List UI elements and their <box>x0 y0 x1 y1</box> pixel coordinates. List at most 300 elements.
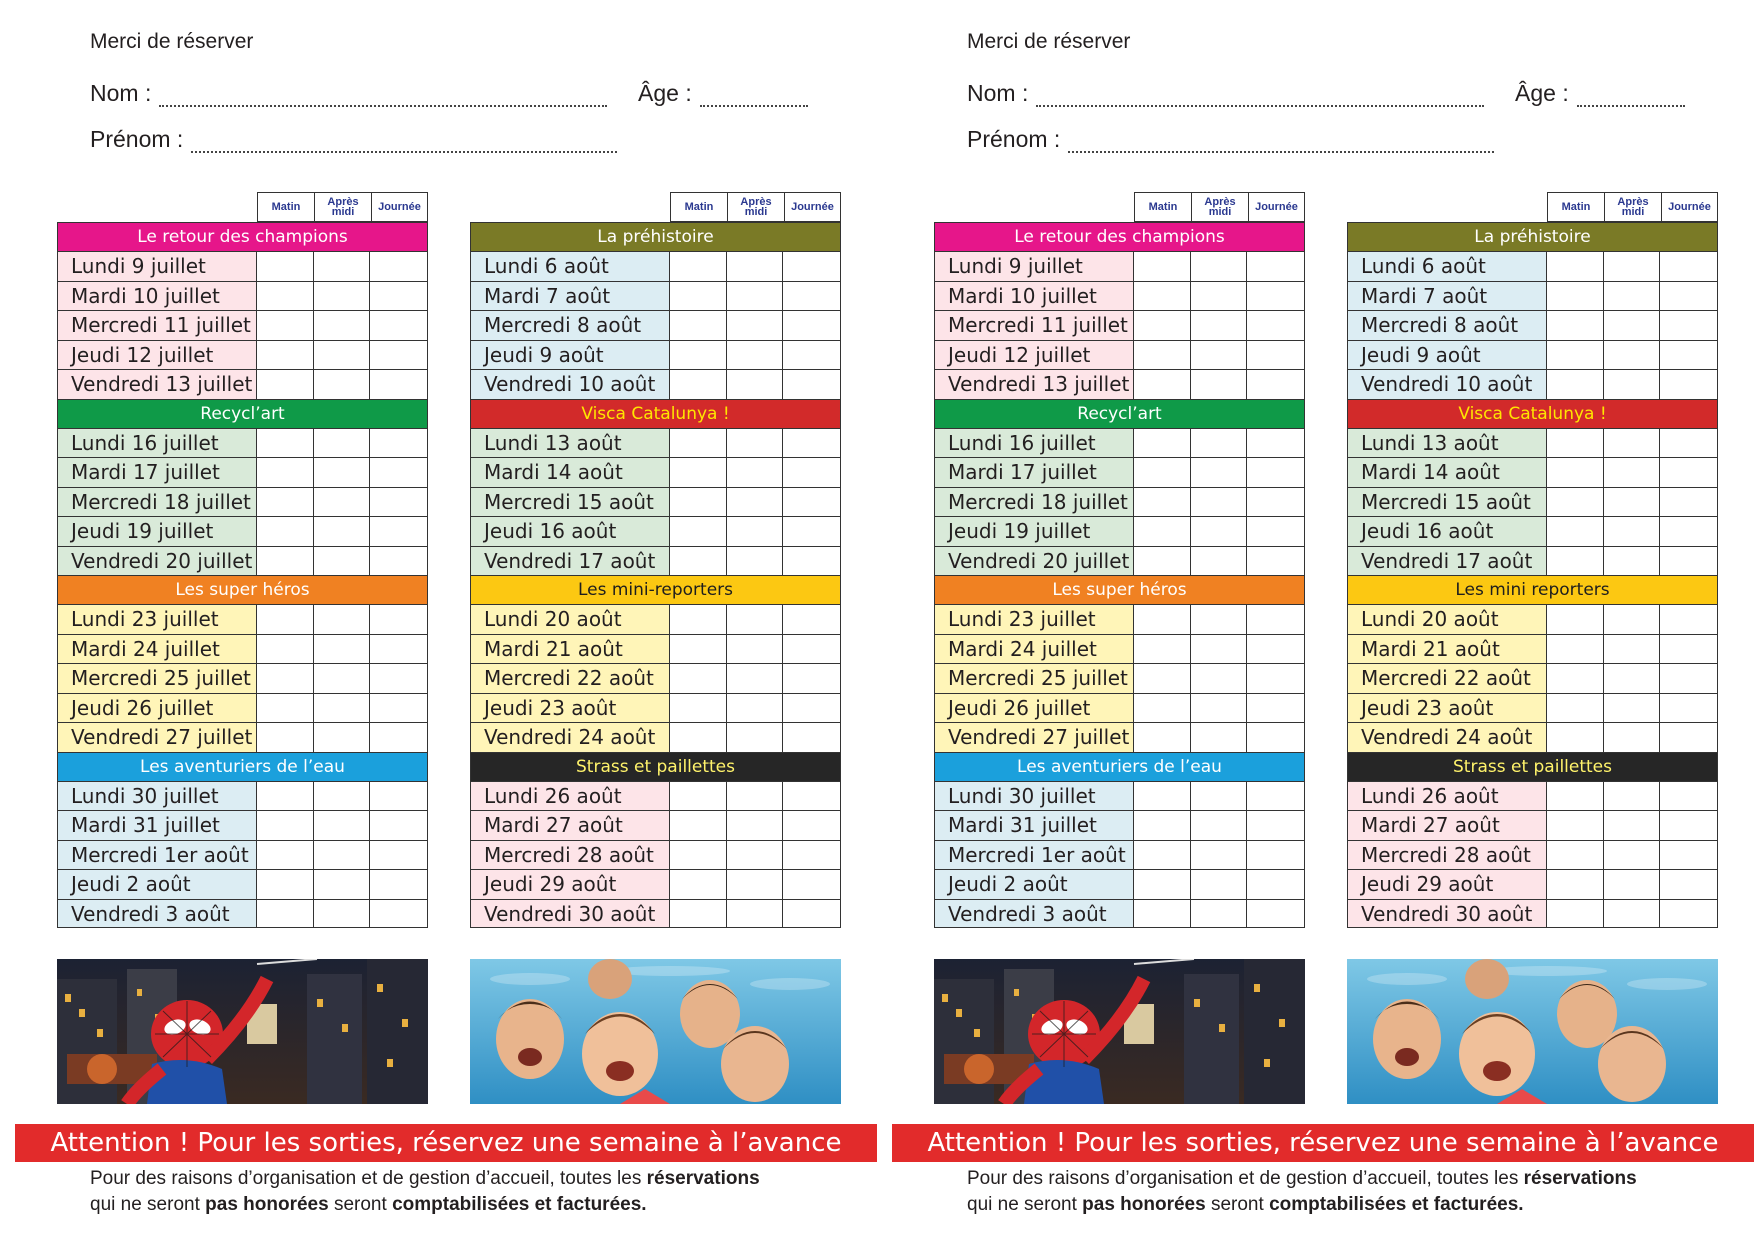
slot-checkbox-apres-midi[interactable] <box>314 870 371 899</box>
slot-checkbox-journee[interactable] <box>1247 900 1304 928</box>
slot-checkbox-apres-midi[interactable] <box>727 547 784 576</box>
slot-checkbox-journee[interactable] <box>783 723 840 752</box>
day-label: Jeudi 23 août <box>1348 694 1547 723</box>
slot-checkbox-journee[interactable] <box>783 429 840 458</box>
slot-checkbox-matin[interactable] <box>257 370 314 399</box>
week-title: Les aventuriers de l’eau <box>934 752 1305 781</box>
day-row <box>470 369 841 399</box>
slot-checkbox-journee[interactable] <box>1247 635 1304 664</box>
slot-checkbox-journee[interactable] <box>783 664 840 693</box>
slot-checkbox-matin[interactable] <box>1134 517 1191 546</box>
age-field[interactable] <box>1577 87 1685 107</box>
age-field[interactable] <box>700 87 808 107</box>
spiderman-image <box>934 959 1305 1104</box>
slot-checkbox-journee[interactable] <box>1247 811 1304 840</box>
slot-checkbox-matin[interactable] <box>1134 488 1191 517</box>
slot-checkbox-matin[interactable] <box>257 664 314 693</box>
slot-checkbox-journee[interactable] <box>1247 252 1304 281</box>
slot-checkbox-journee[interactable] <box>370 429 427 458</box>
slot-checkbox-journee[interactable] <box>1247 870 1304 899</box>
slot-checkbox-matin[interactable] <box>670 252 727 281</box>
slot-checkbox-apres-midi[interactable] <box>727 311 784 340</box>
day-label: Lundi 16 juillet <box>935 429 1134 458</box>
slot-checkbox-matin[interactable] <box>1134 694 1191 723</box>
slot-checkbox-apres-midi[interactable] <box>1191 605 1248 634</box>
slot-checkbox-matin[interactable] <box>1547 517 1604 546</box>
slot-checkbox-journee[interactable] <box>1660 900 1717 928</box>
slot-checkbox-matin[interactable] <box>257 694 314 723</box>
slot-checkbox-journee[interactable] <box>1660 547 1717 576</box>
slot-checkbox-journee[interactable] <box>783 311 840 340</box>
day-row <box>934 310 1305 340</box>
slot-checkbox-journee[interactable] <box>1660 458 1717 487</box>
slot-checkbox-apres-midi[interactable] <box>727 605 784 634</box>
slot-checkbox-apres-midi[interactable] <box>727 782 784 811</box>
slot-checkbox-apres-midi[interactable] <box>727 429 784 458</box>
slot-checkbox-matin[interactable] <box>257 547 314 576</box>
slot-checkbox-matin[interactable] <box>1134 458 1191 487</box>
slot-checkbox-apres-midi[interactable] <box>1191 870 1248 899</box>
slot-checkbox-apres-midi[interactable] <box>1604 517 1661 546</box>
slot-checkbox-apres-midi[interactable] <box>1191 547 1248 576</box>
slot-checkbox-matin[interactable] <box>1547 458 1604 487</box>
slot-checkbox-apres-midi[interactable] <box>314 429 371 458</box>
slot-checkbox-matin[interactable] <box>257 782 314 811</box>
slot-checkbox-apres-midi[interactable] <box>1191 841 1248 870</box>
slot-checkbox-apres-midi[interactable] <box>1191 782 1248 811</box>
slot-checkbox-matin[interactable] <box>257 282 314 311</box>
day-row <box>1347 546 1718 576</box>
nom-field[interactable] <box>1036 87 1484 107</box>
slot-checkbox-apres-midi[interactable] <box>1604 341 1661 370</box>
slot-checkbox-matin[interactable] <box>257 900 314 928</box>
billing-note <box>967 1166 1727 1218</box>
slot-checkbox-apres-midi[interactable] <box>1604 900 1661 928</box>
slot-checkbox-journee[interactable] <box>783 605 840 634</box>
slot-checkbox-journee[interactable] <box>1660 605 1717 634</box>
slot-checkbox-apres-midi[interactable] <box>314 341 371 370</box>
slot-checkbox-journee[interactable] <box>1660 341 1717 370</box>
slot-checkbox-journee[interactable] <box>1247 370 1304 399</box>
slot-checkbox-matin[interactable] <box>1134 252 1191 281</box>
day-label: Jeudi 26 juillet <box>935 694 1134 723</box>
week-block <box>57 222 428 399</box>
slot-checkbox-matin[interactable] <box>670 694 727 723</box>
day-label: Mardi 7 août <box>1348 282 1547 311</box>
nom-row <box>90 80 607 107</box>
slot-checkbox-journee[interactable] <box>1247 429 1304 458</box>
slot-checkbox-matin[interactable] <box>257 635 314 664</box>
slot-checkbox-matin[interactable] <box>1547 694 1604 723</box>
slot-checkbox-journee[interactable] <box>783 282 840 311</box>
slot-checkbox-matin[interactable] <box>670 517 727 546</box>
slot-checkbox-apres-midi[interactable] <box>1604 488 1661 517</box>
slot-checkbox-apres-midi[interactable] <box>1191 458 1248 487</box>
slot-checkbox-apres-midi[interactable] <box>727 517 784 546</box>
slot-checkbox-matin[interactable] <box>1134 547 1191 576</box>
slot-checkbox-apres-midi[interactable] <box>314 311 371 340</box>
slot-checkbox-matin[interactable] <box>257 723 314 752</box>
slot-checkbox-journee[interactable] <box>783 488 840 517</box>
slot-checkbox-matin[interactable] <box>670 311 727 340</box>
slot-checkbox-apres-midi[interactable] <box>1191 370 1248 399</box>
slot-checkbox-matin[interactable] <box>257 605 314 634</box>
day-label: Mercredi 15 août <box>471 488 670 517</box>
slot-checkbox-apres-midi[interactable] <box>314 252 371 281</box>
slot-checkbox-matin[interactable] <box>1134 605 1191 634</box>
slot-checkbox-apres-midi[interactable] <box>727 488 784 517</box>
day-label: Jeudi 16 août <box>1348 517 1547 546</box>
slot-checkbox-matin[interactable] <box>1547 900 1604 928</box>
slot-checkbox-journee[interactable] <box>370 870 427 899</box>
note-bold-pas-honorees: pas honorées <box>205 1194 329 1215</box>
slot-checkbox-apres-midi[interactable] <box>1604 311 1661 340</box>
slot-checkbox-apres-midi[interactable] <box>1604 841 1661 870</box>
slot-checkbox-journee[interactable] <box>1660 870 1717 899</box>
day-label: Vendredi 24 août <box>471 723 670 752</box>
slot-checkbox-matin[interactable] <box>257 252 314 281</box>
slot-checkbox-journee[interactable] <box>783 370 840 399</box>
nom-field[interactable] <box>159 87 607 107</box>
slot-checkbox-journee[interactable] <box>783 458 840 487</box>
prenom-field[interactable] <box>1068 133 1494 153</box>
slot-checkbox-journee[interactable] <box>783 252 840 281</box>
slot-checkbox-matin[interactable] <box>670 841 727 870</box>
day-row <box>934 840 1305 870</box>
slot-checkbox-matin[interactable] <box>1134 282 1191 311</box>
slot-checkbox-journee[interactable] <box>370 723 427 752</box>
slot-checkbox-apres-midi[interactable] <box>1604 782 1661 811</box>
slot-checkbox-apres-midi[interactable] <box>727 870 784 899</box>
slot-checkbox-matin[interactable] <box>1547 311 1604 340</box>
slot-checkbox-apres-midi[interactable] <box>1604 605 1661 634</box>
slot-checkbox-journee[interactable] <box>370 900 427 928</box>
slot-checkbox-apres-midi[interactable] <box>1604 252 1661 281</box>
slot-checkbox-matin[interactable] <box>1547 664 1604 693</box>
slot-checkbox-matin[interactable] <box>670 282 727 311</box>
slot-checkbox-matin[interactable] <box>670 547 727 576</box>
slot-checkbox-matin[interactable] <box>1134 841 1191 870</box>
slot-checkbox-journee[interactable] <box>1247 664 1304 693</box>
prenom-label: Prénom : <box>967 126 1061 152</box>
slot-checkbox-journee[interactable] <box>1247 723 1304 752</box>
slot-checkbox-apres-midi[interactable] <box>727 900 784 928</box>
day-row <box>57 340 428 370</box>
slot-checkbox-journee[interactable] <box>1247 488 1304 517</box>
slot-checkbox-matin[interactable] <box>670 811 727 840</box>
slot-checkbox-journee[interactable] <box>783 870 840 899</box>
day-row <box>1347 634 1718 664</box>
slot-checkbox-matin[interactable] <box>670 723 727 752</box>
slot-checkbox-apres-midi[interactable] <box>727 664 784 693</box>
slot-checkbox-journee[interactable] <box>1247 841 1304 870</box>
slot-checkbox-journee[interactable] <box>370 694 427 723</box>
slot-checkbox-matin[interactable] <box>670 605 727 634</box>
slot-checkbox-apres-midi[interactable] <box>314 488 371 517</box>
slot-checkbox-matin[interactable] <box>1134 723 1191 752</box>
slot-checkbox-matin[interactable] <box>1547 723 1604 752</box>
slot-checkbox-matin[interactable] <box>1547 605 1604 634</box>
slot-checkbox-journee[interactable] <box>1247 517 1304 546</box>
day-row <box>934 869 1305 899</box>
slot-checkbox-journee[interactable] <box>370 635 427 664</box>
slot-checkbox-journee[interactable] <box>783 782 840 811</box>
slot-checkbox-apres-midi[interactable] <box>314 605 371 634</box>
slot-checkbox-journee[interactable] <box>1660 782 1717 811</box>
slot-checkbox-matin[interactable] <box>1547 341 1604 370</box>
day-label: Jeudi 9 août <box>1348 341 1547 370</box>
slot-checkbox-matin[interactable] <box>257 841 314 870</box>
slot-checkbox-matin[interactable] <box>1547 252 1604 281</box>
slot-checkbox-apres-midi[interactable] <box>1191 252 1248 281</box>
slot-checkbox-matin[interactable] <box>670 429 727 458</box>
slot-checkbox-apres-midi[interactable] <box>1191 694 1248 723</box>
slot-checkbox-journee[interactable] <box>1660 370 1717 399</box>
slot-checkbox-matin[interactable] <box>1134 811 1191 840</box>
prenom-field[interactable] <box>191 133 617 153</box>
slot-checkbox-journee[interactable] <box>1660 282 1717 311</box>
slot-checkbox-matin[interactable] <box>670 870 727 899</box>
slot-checkbox-matin[interactable] <box>257 870 314 899</box>
slot-checkbox-matin[interactable] <box>670 900 727 928</box>
slot-checkbox-apres-midi[interactable] <box>727 341 784 370</box>
slot-checkbox-journee[interactable] <box>370 547 427 576</box>
day-row <box>934 663 1305 693</box>
header-matin: Matin <box>1547 192 1604 222</box>
slot-checkbox-apres-midi[interactable] <box>727 811 784 840</box>
slot-checkbox-journee[interactable] <box>1660 429 1717 458</box>
slot-checkbox-journee[interactable] <box>370 811 427 840</box>
slot-checkbox-apres-midi[interactable] <box>1604 664 1661 693</box>
slot-checkbox-matin[interactable] <box>1134 341 1191 370</box>
slot-checkbox-matin[interactable] <box>1134 370 1191 399</box>
day-label: Mardi 17 juillet <box>935 458 1134 487</box>
slot-checkbox-apres-midi[interactable] <box>1604 370 1661 399</box>
slot-checkbox-apres-midi[interactable] <box>1191 311 1248 340</box>
slot-checkbox-matin[interactable] <box>1547 488 1604 517</box>
slot-checkbox-journee[interactable] <box>1660 664 1717 693</box>
slot-checkbox-journee[interactable] <box>370 517 427 546</box>
slot-checkbox-journee[interactable] <box>370 282 427 311</box>
slot-checkbox-journee[interactable] <box>370 488 427 517</box>
day-label: Vendredi 20 juillet <box>58 547 257 576</box>
day-label: Jeudi 2 août <box>935 870 1134 899</box>
slot-checkbox-apres-midi[interactable] <box>1191 517 1248 546</box>
slot-checkbox-matin[interactable] <box>1547 547 1604 576</box>
slot-checkbox-apres-midi[interactable] <box>314 282 371 311</box>
day-label: Vendredi 24 août <box>1348 723 1547 752</box>
slot-checkbox-journee[interactable] <box>1660 694 1717 723</box>
header-apres-midi: Après midi <box>1604 192 1661 222</box>
slot-checkbox-journee[interactable] <box>1247 605 1304 634</box>
slot-checkbox-journee[interactable] <box>783 811 840 840</box>
slot-checkbox-apres-midi[interactable] <box>1191 723 1248 752</box>
slot-checkbox-apres-midi[interactable] <box>1604 429 1661 458</box>
slot-checkbox-matin[interactable] <box>670 635 727 664</box>
slot-checkbox-journee[interactable] <box>1660 311 1717 340</box>
slot-checkbox-journee[interactable] <box>370 605 427 634</box>
slot-checkbox-matin[interactable] <box>257 311 314 340</box>
slot-checkbox-apres-midi[interactable] <box>1191 664 1248 693</box>
slot-checkbox-matin[interactable] <box>1547 782 1604 811</box>
slot-checkbox-journee[interactable] <box>783 841 840 870</box>
slot-checkbox-journee[interactable] <box>783 694 840 723</box>
slot-checkbox-matin[interactable] <box>257 488 314 517</box>
slot-checkbox-matin[interactable] <box>1134 900 1191 928</box>
slot-checkbox-apres-midi[interactable] <box>314 370 371 399</box>
day-row <box>934 634 1305 664</box>
slot-checkbox-matin[interactable] <box>1134 429 1191 458</box>
slot-checkbox-matin[interactable] <box>257 458 314 487</box>
slot-checkbox-matin[interactable] <box>257 517 314 546</box>
slot-checkbox-apres-midi[interactable] <box>1191 429 1248 458</box>
slot-checkbox-journee[interactable] <box>1660 488 1717 517</box>
slot-checkbox-journee[interactable] <box>783 900 840 928</box>
slot-checkbox-apres-midi[interactable] <box>314 841 371 870</box>
slot-checkbox-apres-midi[interactable] <box>1191 341 1248 370</box>
slot-checkbox-matin[interactable] <box>1547 841 1604 870</box>
week-title: La préhistoire <box>1347 222 1718 251</box>
day-label: Jeudi 12 juillet <box>58 341 257 370</box>
day-label: Mardi 17 juillet <box>58 458 257 487</box>
slot-checkbox-journee[interactable] <box>370 458 427 487</box>
day-label: Vendredi 13 juillet <box>935 370 1134 399</box>
slot-checkbox-apres-midi[interactable] <box>727 370 784 399</box>
slot-checkbox-matin[interactable] <box>670 458 727 487</box>
slot-checkbox-journee[interactable] <box>1660 517 1717 546</box>
slot-checkbox-apres-midi[interactable] <box>1604 811 1661 840</box>
slot-checkbox-journee[interactable] <box>370 664 427 693</box>
day-row <box>934 428 1305 458</box>
slot-checkbox-apres-midi[interactable] <box>727 282 784 311</box>
day-row <box>934 281 1305 311</box>
slot-checkbox-journee[interactable] <box>783 341 840 370</box>
day-label: Lundi 6 août <box>471 252 670 281</box>
day-label: Jeudi 2 août <box>58 870 257 899</box>
slot-checkbox-matin[interactable] <box>670 782 727 811</box>
slot-checkbox-matin[interactable] <box>257 429 314 458</box>
slot-checkbox-journee[interactable] <box>1660 252 1717 281</box>
slot-checkbox-matin[interactable] <box>257 811 314 840</box>
slot-checkbox-journee[interactable] <box>370 311 427 340</box>
slot-checkbox-matin[interactable] <box>670 488 727 517</box>
day-label: Vendredi 27 juillet <box>935 723 1134 752</box>
slot-checkbox-apres-midi[interactable] <box>727 635 784 664</box>
slot-checkbox-journee[interactable] <box>1247 782 1304 811</box>
slot-checkbox-apres-midi[interactable] <box>1191 635 1248 664</box>
slot-checkbox-matin[interactable] <box>1134 782 1191 811</box>
slot-checkbox-apres-midi[interactable] <box>314 635 371 664</box>
slot-checkbox-apres-midi[interactable] <box>314 723 371 752</box>
slot-checkbox-apres-midi[interactable] <box>727 723 784 752</box>
slot-checkbox-journee[interactable] <box>370 370 427 399</box>
week-block <box>934 575 1305 752</box>
slot-checkbox-journee[interactable] <box>370 341 427 370</box>
slot-checkbox-matin[interactable] <box>1134 635 1191 664</box>
slot-checkbox-apres-midi[interactable] <box>727 694 784 723</box>
slot-checkbox-journee[interactable] <box>1247 547 1304 576</box>
slot-checkbox-journee[interactable] <box>1247 341 1304 370</box>
slot-checkbox-apres-midi[interactable] <box>1191 900 1248 928</box>
slot-checkbox-apres-midi[interactable] <box>314 547 371 576</box>
slot-checkbox-journee[interactable] <box>783 547 840 576</box>
slot-checkbox-journee[interactable] <box>1247 694 1304 723</box>
slot-checkbox-matin[interactable] <box>1134 664 1191 693</box>
day-row <box>1347 810 1718 840</box>
slot-checkbox-apres-midi[interactable] <box>314 782 371 811</box>
day-label: Jeudi 16 août <box>471 517 670 546</box>
slot-checkbox-apres-midi[interactable] <box>314 664 371 693</box>
slot-checkbox-matin[interactable] <box>670 664 727 693</box>
slot-checkbox-journee[interactable] <box>783 517 840 546</box>
slot-checkbox-journee[interactable] <box>370 841 427 870</box>
day-label: Mardi 31 juillet <box>58 811 257 840</box>
schedule-column-july <box>57 192 428 928</box>
day-label: Mardi 21 août <box>1348 635 1547 664</box>
slot-checkbox-journee[interactable] <box>1660 635 1717 664</box>
day-label: Jeudi 26 juillet <box>58 694 257 723</box>
slot-checkbox-journee[interactable] <box>1247 311 1304 340</box>
slot-checkbox-apres-midi[interactable] <box>314 694 371 723</box>
age-row <box>1515 80 1685 107</box>
slot-checkbox-apres-midi[interactable] <box>1604 282 1661 311</box>
week-title: Les super héros <box>57 575 428 604</box>
slot-checkbox-apres-midi[interactable] <box>727 841 784 870</box>
slot-checkbox-matin[interactable] <box>670 341 727 370</box>
slot-checkbox-apres-midi[interactable] <box>1604 870 1661 899</box>
slot-checkbox-apres-midi[interactable] <box>1604 723 1661 752</box>
slot-checkbox-apres-midi[interactable] <box>1604 694 1661 723</box>
slot-checkbox-apres-midi[interactable] <box>1191 811 1248 840</box>
slot-checkbox-journee[interactable] <box>1660 723 1717 752</box>
slot-checkbox-apres-midi[interactable] <box>1604 547 1661 576</box>
slot-checkbox-journee[interactable] <box>370 252 427 281</box>
slot-checkbox-matin[interactable] <box>1547 282 1604 311</box>
day-row <box>57 546 428 576</box>
slot-checkbox-apres-midi[interactable] <box>1191 488 1248 517</box>
slot-checkbox-apres-midi[interactable] <box>1191 282 1248 311</box>
slot-checkbox-matin[interactable] <box>1547 811 1604 840</box>
slot-checkbox-journee[interactable] <box>1247 282 1304 311</box>
week-title: Recycl’art <box>57 399 428 428</box>
slot-checkbox-matin[interactable] <box>1134 311 1191 340</box>
slot-checkbox-apres-midi[interactable] <box>1604 635 1661 664</box>
slot-checkbox-matin[interactable] <box>1547 429 1604 458</box>
slot-checkbox-journee[interactable] <box>370 782 427 811</box>
slot-checkbox-journee[interactable] <box>1247 458 1304 487</box>
day-row <box>57 840 428 870</box>
slot-checkbox-matin[interactable] <box>670 370 727 399</box>
slot-checkbox-journee[interactable] <box>1660 841 1717 870</box>
day-row <box>470 340 841 370</box>
slot-checkbox-apres-midi[interactable] <box>314 811 371 840</box>
slot-checkbox-journee[interactable] <box>1660 811 1717 840</box>
slot-checkbox-apres-midi[interactable] <box>314 900 371 928</box>
slot-checkbox-matin[interactable] <box>1547 635 1604 664</box>
slot-checkbox-matin[interactable] <box>1547 870 1604 899</box>
slot-checkbox-apres-midi[interactable] <box>314 458 371 487</box>
slot-checkbox-journee[interactable] <box>783 635 840 664</box>
day-label: Mercredi 22 août <box>1348 664 1547 693</box>
slot-checkbox-matin[interactable] <box>1547 370 1604 399</box>
day-row <box>1347 428 1718 458</box>
slot-checkbox-apres-midi[interactable] <box>314 517 371 546</box>
slot-checkbox-apres-midi[interactable] <box>727 458 784 487</box>
slot-checkbox-matin[interactable] <box>257 341 314 370</box>
slot-checkbox-matin[interactable] <box>1134 870 1191 899</box>
slot-checkbox-apres-midi[interactable] <box>727 252 784 281</box>
slot-checkbox-apres-midi[interactable] <box>1604 458 1661 487</box>
